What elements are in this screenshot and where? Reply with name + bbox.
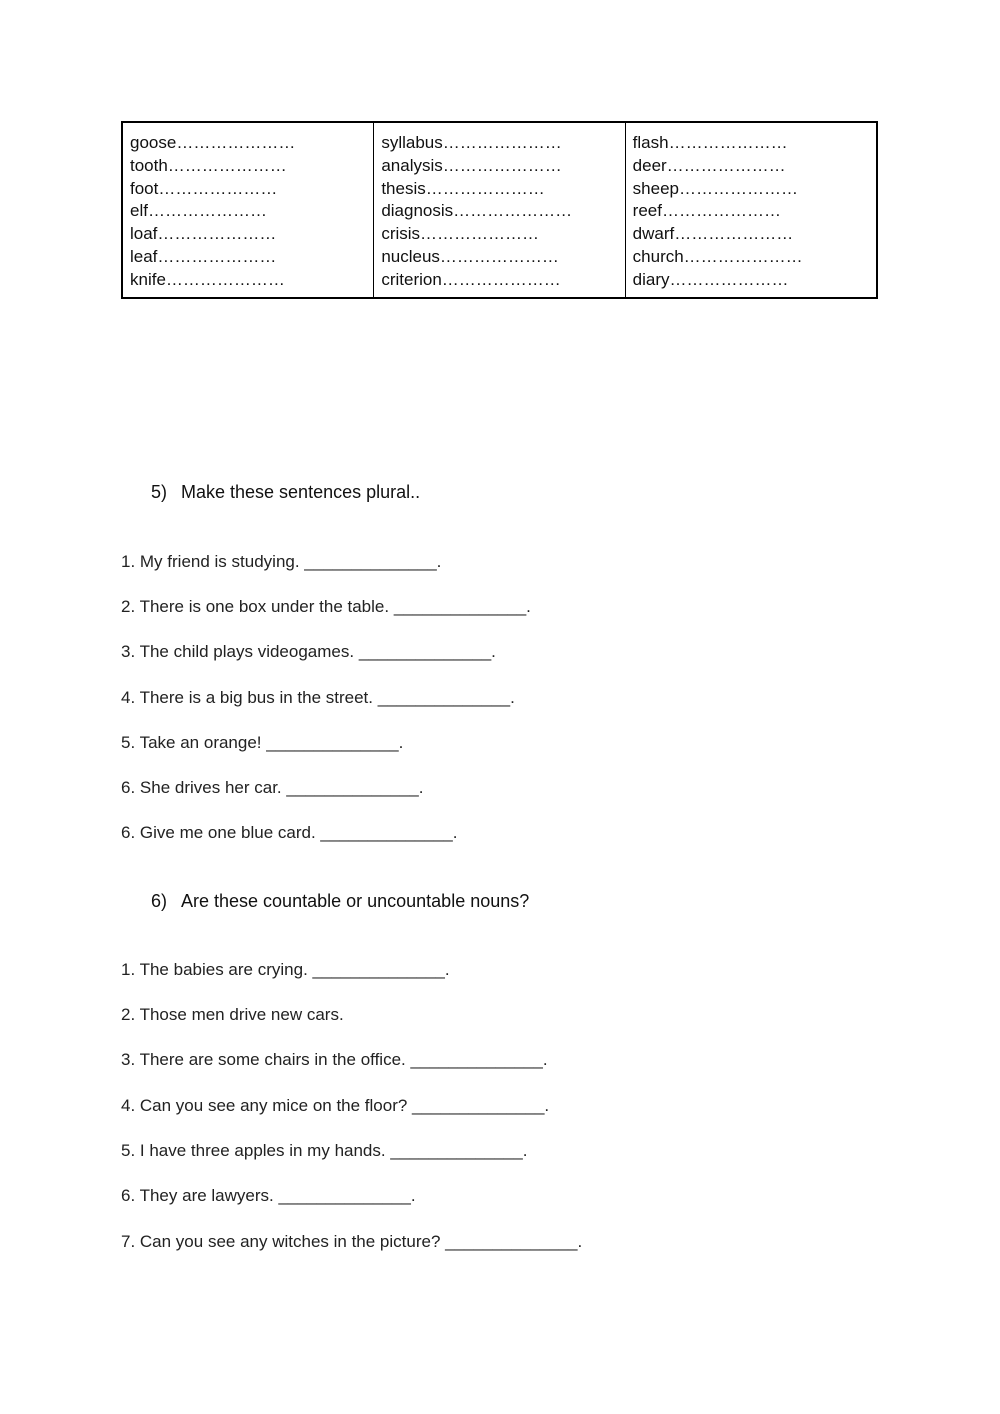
exercise-sentence: 5. I have three apples in my hands. ______________. [121,1141,528,1160]
section-title: Make these sentences plural.. [181,482,421,502]
exercise-sentence: 1. My friend is studying. ______________. [121,552,442,571]
word-item: syllabus………………… [381,133,562,152]
word-item: reef………………… [632,201,781,221]
word-item: foot………………… [130,178,278,198]
section-number: 6) [151,891,168,911]
word-column-3 [626,123,876,297]
exercise-sentence: 7. Can you see any witches in the picture? ______________. [121,1232,583,1251]
word-column-1 [123,123,374,297]
exercise-sentence: 1. The babies are crying. ______________. [121,960,450,979]
word-item: dwarf………………… [632,224,794,244]
word-item: elf………………… [130,201,267,221]
exercise-sentence: 2. Those men drive new cars. [121,1005,344,1024]
exercise-sentence: 2. There is one box under the table. ______________. [121,597,531,616]
word-item: crisis………………… [381,224,540,244]
word-item: loaf………………… [130,224,277,244]
exercise-sentence: 5. Take an orange! ______________. [121,733,404,752]
word-item: diary………………… [632,269,789,289]
section-title: Are these countable or uncountable nouns? [181,891,530,911]
section-6-heading [151,891,529,912]
word-item: thesis………………… [381,178,545,198]
exercise-sentence: 6. They are lawyers. ______________. [121,1186,416,1205]
exercise-sentence: 3. There are some chairs in the office. ______________. [121,1050,548,1069]
word-item: sheep………………… [632,178,798,198]
word-item: deer………………… [632,155,786,175]
exercise-sentence: 3. The child plays videogames. ______________. [121,642,496,661]
word-item: diagnosis………………… [381,201,573,221]
word-table [121,121,878,299]
word-item: flash………………… [632,133,788,152]
word-item: leaf………………… [130,246,277,266]
word-item: tooth………………… [130,155,287,175]
word-item: criterion………………… [381,269,561,289]
word-item: goose………………… [130,133,296,152]
word-column-2 [374,123,625,297]
word-item: church………………… [632,246,803,266]
exercise-sentence: 6. Give me one blue card. ______________. [121,823,458,842]
section-number: 5) [151,482,168,502]
exercise-sentence: 4. Can you see any mice on the floor? ______________. [121,1096,550,1115]
word-item: nucleus………………… [381,246,559,266]
word-item: knife………………… [130,269,285,289]
word-item: analysis………………… [381,155,562,175]
exercise-sentence: 4. There is a big bus in the street. ______________. [121,688,515,707]
section-5-heading [151,482,420,503]
exercise-sentence: 6. She drives her car. ______________. [121,778,424,797]
